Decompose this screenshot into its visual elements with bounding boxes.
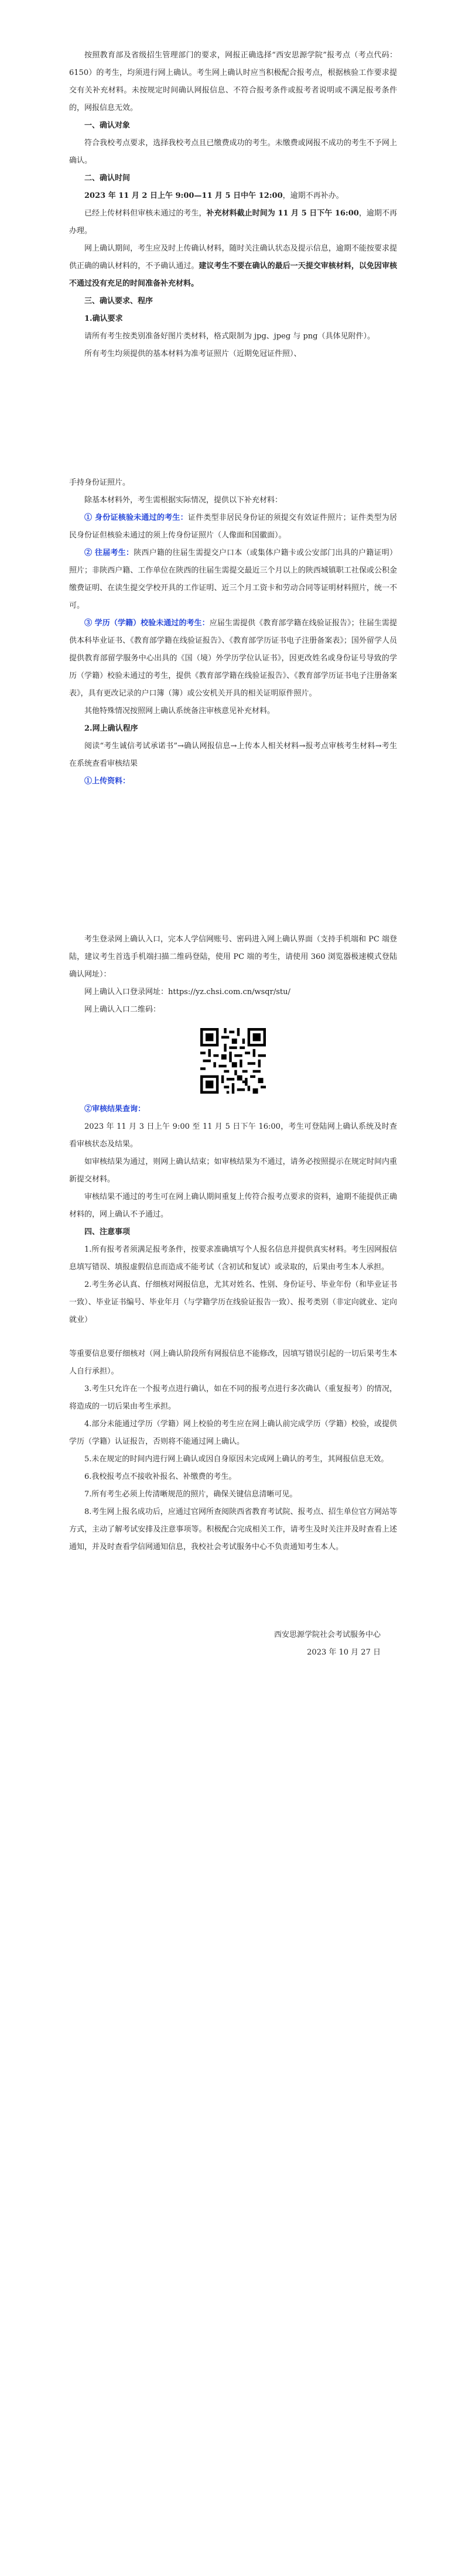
note-4: 4.部分未能通过学历（学籍）网上校验的考生应在网上确认前完成学历（学籍）校验，或提供学历（学籍）认证报告，否则将不能通过网上确认。 [69, 1420, 397, 1446]
supplement-deadline: 补充材料截止时间为 11 月 5 日下午 16:00 [206, 209, 359, 218]
procedure-flow-paragraph: 阅读“考生诚信考试承诺书”→确认网报信息→上传本人相关材料→报考点审核考生材料→考生在系统查看审核结果 [69, 742, 397, 768]
note-6: 6.我校报考点不接收补报名、补缴费的考生。 [84, 1472, 237, 1481]
confirm-time-note: ，逾期不再补办。 [282, 191, 344, 200]
review-time-paragraph: 2023 年 11 月 3 日上午 9:00 至 11 月 5 日下午 16:00，考生可登陆网上确认系统及时查看审核状态及结果。 [69, 1122, 397, 1149]
supplement-lead: 已经上传材料但审核未通过的考生， [84, 209, 207, 218]
confirm-period-paragraph [69, 240, 397, 293]
login-instructions-paragraph: 考生登录网上确认入口，完本人学信网账号、密码进入网上确认界面（支持手机端和 PC 端登陆，建议考生首选手机端扫描二维码登陆，使用 PC 端的考生，请使用 360 浏览器极速模式登陆确认网址）： [69, 935, 397, 979]
section-3-heading: 三、确认要求、程序 [84, 297, 153, 306]
note-3: 3.考生只允许在一个报考点进行确认，如在不同的报考点进行多次确认（重复报考）的情况，将造成的一切后果由考生承担。 [69, 1385, 397, 1411]
qr-code-image[interactable] [200, 1028, 266, 1094]
item-degree-check-head: ③ 学历（学籍）校验未通过的考生： [84, 619, 210, 628]
special-cases-paragraph: 其他特殊情况按照网上确认系统备注审核意见补充材料。 [84, 707, 275, 715]
qr-label: 网上确认入口二维码： [84, 1005, 161, 1014]
notice-document [69, 47, 397, 1662]
note-2-continued: 等重要信息要仔细核对（网上确认阶段所有网报信息不能修改，因填写错误引起的一切后果考生本人自行承担）。 [69, 1349, 397, 1376]
confirm-period-text: 网上确认期间，考生应及时上传确认材料，随时关注确认状态及提示信息，逾期不能按要求提供正确的确认材料的，不予确认通过。 [69, 244, 397, 270]
supplement-deadline-paragraph [69, 205, 397, 240]
issue-date: 2023 年 10 月 27 日 [307, 1648, 381, 1657]
item-previous-grad [69, 544, 397, 615]
note-7: 7.所有考生必须上传清晰规范的照片，确保关键信息清晰可见。 [84, 1490, 298, 1499]
review-pass-paragraph: 如审核结果为通过，则网上确认结束；如审核结果为不通过，请务必按照提示在规定时间内重新提交材料。 [69, 1157, 397, 1184]
section-4-heading: 四、注意事项 [84, 1228, 131, 1236]
item-previous-grad-body: 陕西户籍的往届生需提交户口本（或集体户籍卡或公安部门出具的户籍证明）照片；非陕西户籍、工作单位在陕西的往届生需提交最近三个月以上的陕西城镇职工社保或公积金缴费证明、在读生提交学校开具的工作证明、近三个月工资卡和劳动合同等证明材料照片，统一不可。 [69, 549, 397, 610]
supplement-note: ，逾期不再办理。 [69, 209, 397, 235]
item-degree-check-body: 应届生需提供《教育部学籍在线验证报告》；往届生需提供本科毕业证书、《教育部学籍在线验证报告》、《教育部学历证书电子注册备案表》；国外留学人员提供教育部留学服务中心出具的《国（境）外学历学位认证书》，因更改姓名或身份证号导致的学历（学籍）校验未通过的考生，提供《教育部学籍在线验证报告》、《教育部学历证书电子注册备案表》，具有更改记录的户口簿（簿）或公安机关开具的相关证明原件照片。 [69, 619, 397, 698]
section-2-heading: 二、确认时间 [84, 174, 131, 183]
extra-materials-paragraph: 除基本材料外，考生需根据实际情况，提供以下补充材料： [84, 496, 283, 505]
id-photo-paragraph: 手持身份证照片。 [69, 478, 131, 487]
issuer-name: 西安思源学院社会考试服务中心 [273, 1630, 381, 1639]
image-format-paragraph: 请所有考生按类别准备好图片类材料，格式限制为 jpg、jpeg 与 png（具体见附件）。 [84, 332, 375, 341]
review-fail-paragraph: 审核结果不通过的考生可在网上确认期间重复上传符合报考点要求的资料，逾期不能提供正确材料的，网上确认不予通过。 [69, 1193, 397, 1219]
signature-block [69, 1626, 397, 1662]
subsection-procedure-heading: 2.网上确认程序 [84, 724, 138, 733]
confirm-time-range: 2023 年 11 月 2 日上午 9:00—11 月 5 日中午 12:00 [84, 191, 283, 200]
section-1-paragraph: 符合我校考点要求，选择我校考点且已缴费成功的考生。未缴费或网报不成功的考生不予网上确认。 [69, 139, 397, 165]
note-2: 2.考生务必认真、仔细核对网报信息，尤其对姓名、性别、身份证号、毕业年份（和毕业证书一致）、毕业证书编号、毕业年月（与学籍学历在线验证报告一致）、报考类别（非定向就业、定向就业） [69, 1280, 397, 1324]
login-url-paragraph[interactable]: 网上确认入口登录网址：https://yz.chsi.com.cn/wsqr/stu/ [84, 988, 290, 996]
confirm-period-warning: 建议考生不要在确认的最后一天提交审核材料，以免因审核不通过没有充足的时间准备补充材料。 [69, 262, 397, 288]
item-degree-check [69, 615, 397, 703]
subsection-requirements-heading: 1.确认要求 [84, 314, 123, 323]
intro-paragraph: 按照教育部及省级招生管理部门的要求，网报正确选择“西安思源学院”报考点（考点代码：6150）的考生，均须进行网上确认。考生网上确认时应当积极配合报考点，根据核验工作要求提交有关补充材料。未按规定时间确认网报信息、不符合报考条件或报考者说明或不满足报考条件的，网报信息无效。 [69, 51, 397, 112]
item-id-check [69, 509, 397, 544]
flow-spacer [69, 790, 397, 931]
note-5: 5.未在规定的时间内进行网上确认或因自身原因未完成网上确认的考生，其网报信息无效。 [84, 1455, 389, 1464]
section-1-heading: 一、确认对象 [84, 121, 131, 130]
basic-materials-paragraph: 所有考生均须提供的基本材料为准考证照片（近期免冠证件照）、 [84, 350, 302, 358]
confirm-time-paragraph [69, 187, 397, 205]
upload-materials-heading: ①上传资料： [84, 777, 131, 786]
qr-code-container [69, 1019, 397, 1101]
note-1: 1.所有报考者须满足报考条件，按要求准确填写个人报名信息并提供真实材料。考生因网报信息填写错误、填报虚假信息而造成不能考试（含初试和复试）或录取的，后果由考生本人承担。 [69, 1245, 397, 1272]
note-8: 8.考生网上报名成功后，应通过官网所查阅陕西省教育考试院、报考点、招生单位官方网站等方式，主动了解考试安排及注意事项等。积极配合完成相关工作，请考生及时关注并及时查看上述通知，并及时查看学信网通知信息，我校社会考试服务中心不负责通知考生本人。 [69, 1508, 397, 1551]
item-previous-grad-head: ② 往届考生： [84, 549, 134, 557]
signature-spacer [69, 1556, 397, 1626]
review-result-heading: ②审核结果查询： [84, 1105, 146, 1114]
item-id-check-body: 证件类型非居民身份证的须提交有效证件照片；证件类型为居民身份证但核验未通过的须上传身份证照片（人像面和国徽面）。 [69, 513, 397, 540]
photo-spacer [69, 363, 397, 474]
item-id-check-head: ① 身份证核验未通过的考生： [84, 513, 188, 522]
note-2-spacer [69, 1329, 397, 1345]
